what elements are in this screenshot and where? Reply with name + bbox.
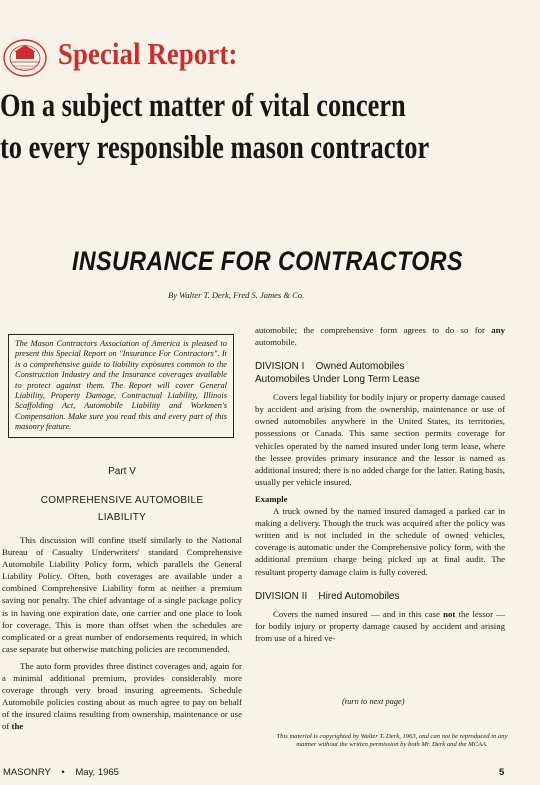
intro-box [8, 334, 234, 438]
footer-magazine: MASONRY [3, 767, 51, 778]
section-heading-line1: COMPREHENSIVE AUTOMOBILE [40, 495, 204, 506]
footer [3, 767, 119, 778]
section-heading [0, 492, 244, 526]
right-column [255, 324, 505, 644]
example-heading: Example [255, 493, 288, 504]
division-1-heading [255, 360, 505, 386]
left-paragraph-2 [2, 660, 242, 733]
division-1-heading-line2: Automobiles Under Long Term Lease [255, 374, 420, 386]
section-heading-line2: LIABILITY [97, 512, 147, 523]
left-paragraph-1: This discussion will confine itself similarly to the National Bureau of Casualty Underwriters' standard Comprehensive Automobile Liability Policy form, which parallels the General Liability Policy. Often, both coverages are available under a combined Comprehensive Liability form at neither a premium saving nor penalty. The chief advantage of a single package policy is in having one expiration date, one carrier and one place to look for coverage. This is more than offset when the schedules are complicated or a great number of endorsements required, in which case separate but otherwise matching policies are recommended. [2, 535, 242, 654]
left-paragraph-2-emphasis: the [11, 721, 24, 732]
headline-line-1: On a subject matter of vital concern [0, 88, 406, 124]
headline-line-2: to every responsible mason contractor [0, 130, 430, 166]
turn-page-note: (turn to next page) [342, 697, 405, 706]
right-paragraph-0 [255, 324, 505, 348]
footer-separator: • [61, 767, 65, 778]
copyright-note: This material is copyrighted by Walter T. Derk, 1963, and can not be reproduced in any manner without the written permission by both Mr. Derk and the MCAA. [276, 733, 508, 748]
mcaa-seal-icon [2, 38, 48, 78]
right-paragraph-3 [255, 608, 505, 644]
right-paragraph-0-c: automobile. [255, 337, 297, 348]
intro-text: The Mason Contractors Association of America is pleased to present this Special Report on "Insurance For Contractors". It is a comprehensive guide to liability exposures common to the Construction Industry and the Insurance coverages available to protect against them. The Report will cover General Liability, Property Damage, Contractual Liability, Illinois Scaffolding Act, Automobile Liability and Workmen's Compensation. Make sure you read this and every part of this masonry feature. [15, 339, 227, 432]
right-paragraph-3-a: Covers the named insured — and in this case [273, 608, 440, 619]
part-label: Part V [108, 466, 136, 477]
right-paragraph-0-emphasis: any [491, 325, 505, 335]
right-paragraph-1: Covers legal liability for bodily injury or property damage caused by accident and arising from the ownership, maintenance or use of owned automobiles anywhere in the United States, its territories, possessions or Canada. This same section permits coverage for vehicles operated by the named insured under long term lease, where the lessee provides primary insurance and the lessor is named as additional insured; there is no added charge for the latter. Rating basis, usually per vehicle insured. [255, 392, 505, 487]
article-title: INSURANCE FOR CONTRACTORS [72, 246, 463, 276]
division-2-heading: DIVISION II Hired Automobiles [255, 590, 400, 602]
report-kicker: Special Report: [58, 36, 238, 71]
byline: By Walter T. Derk, Fred S. James & Co. [168, 290, 305, 300]
right-paragraph-2: A truck owned by the named insured damaged a parked car in making a delivery. Though the truck was acquired after the policy was written and is not included in the schedule of owned vehicles, coverage is automatic under the Comprehensive policy form, with the additional premium charge being picked up at final audit. The resultant property damage claim is fully covered. [255, 506, 505, 577]
division-1-heading-line1: DIVISION I Owned Automobiles [255, 361, 405, 373]
right-paragraph-3-c: the lessor — for bodily injury or property damage caused by accident and arising from use of a hired ve- [255, 608, 506, 643]
page-number: 5 [499, 767, 505, 778]
right-paragraph-0-a: automobile; the comprehensive form agrees to do so for [255, 325, 485, 335]
left-column [2, 534, 242, 733]
left-paragraph-2-text: The auto form provides three distinct coverages and, again for a minimal additional premium, provides considerably more coverage through very broad insuring agreements. Schedule Automobile policies costing about as much agree to pay on behalf of the insured claims resulting from ownership, maintenance or use of [2, 660, 242, 732]
footer-date: May, 1965 [75, 767, 119, 778]
right-paragraph-3-emphasis: not [443, 608, 456, 619]
